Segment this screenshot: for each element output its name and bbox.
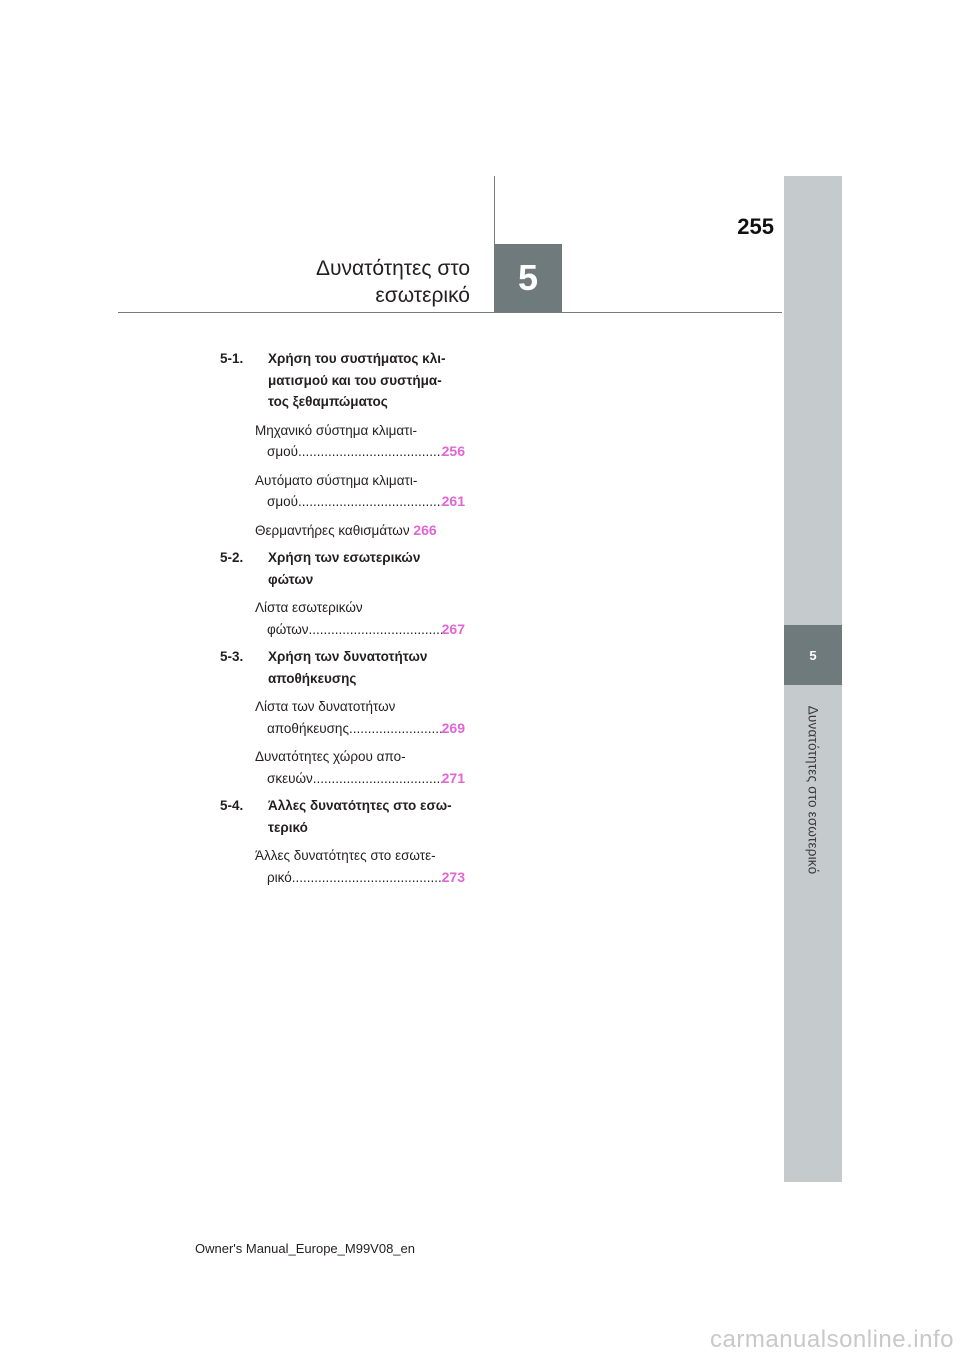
toc-section-5-1[interactable] <box>220 348 465 413</box>
entry-title: Άλλες δυνατότητες στο εσωτε- <box>255 848 436 863</box>
entry-title: Λίστα των δυνατοτήτων <box>255 699 396 714</box>
page-link[interactable]: 269 <box>441 719 465 736</box>
entry-title-cont: φώτων <box>267 621 309 637</box>
entry-title: Μηχανικό σύστημα κλιματι- <box>255 422 418 438</box>
section-number: 5-3. <box>220 649 244 664</box>
entry-title-cont: σμού <box>267 444 299 459</box>
section-title: Χρήση των δυνατοτήτων αποθήκευσης <box>268 649 428 686</box>
chapter-number-box: 5 <box>494 244 562 312</box>
entry-title: Θερμαντήρες καθισμάτων <box>255 522 410 538</box>
section-number: 5-1. <box>220 351 244 366</box>
page-link[interactable]: 266 <box>413 521 437 538</box>
chapter-title-line1: Δυνατότητες στο <box>315 257 470 280</box>
toc-entry[interactable] <box>220 597 465 640</box>
page-link[interactable]: 267 <box>441 620 465 637</box>
table-of-contents <box>220 348 465 888</box>
chapter-title-line2: εσωτερικό <box>375 284 470 307</box>
page-number: 255 <box>737 214 774 239</box>
entry-title-cont: ρικό <box>267 869 292 885</box>
toc-entry[interactable] <box>220 520 465 542</box>
toc-entry[interactable] <box>220 845 465 888</box>
toc-section-5-2[interactable] <box>220 547 465 590</box>
entry-title-cont: σμού <box>267 494 299 509</box>
footer-manual-id: Owner's Manual_Europe_M99V08_en <box>194 1241 415 1256</box>
section-number: 5-2. <box>220 550 244 565</box>
section-title: Χρήση του συστήματος κλι- ματισμού και του συστήμα- τος ξεθαμπώματος <box>268 351 446 409</box>
side-chapter-tab[interactable]: 5 <box>784 625 842 685</box>
page-link[interactable]: 261 <box>441 493 465 509</box>
entry-title-cont: αποθήκευσης <box>267 720 349 736</box>
chapter-title <box>316 255 470 309</box>
entry-title: Δυνατότητες χώρου απο- <box>255 749 406 764</box>
toc-entry[interactable] <box>220 696 465 739</box>
toc-entry[interactable] <box>220 420 465 463</box>
toc-section-5-4[interactable] <box>220 795 465 838</box>
header-horizontal-rule <box>118 312 782 313</box>
section-title: Άλλες δυνατότητες στο εσω- τερικό <box>268 798 452 835</box>
section-number: 5-4. <box>220 798 244 813</box>
toc-section-5-3[interactable] <box>220 646 465 689</box>
toc-entry[interactable] <box>220 470 465 513</box>
header-vertical-rule <box>494 176 495 244</box>
entry-title: Λίστα εσωτερικών <box>255 600 363 615</box>
side-chapter-label: Δυνατότητες στο εσωτερικό <box>805 705 821 875</box>
entry-title: Αυτόματο σύστημα κλιματι- <box>255 472 418 488</box>
page-link[interactable]: 271 <box>441 769 465 786</box>
section-title: Χρήση των εσωτερικών φώτων <box>268 550 421 587</box>
page-link[interactable]: 256 <box>441 443 465 459</box>
watermark: carmanualsonline.info <box>710 1326 954 1353</box>
toc-entry[interactable] <box>220 746 465 789</box>
page-link[interactable]: 273 <box>441 868 465 885</box>
entry-title-cont: σκευών <box>267 770 313 786</box>
